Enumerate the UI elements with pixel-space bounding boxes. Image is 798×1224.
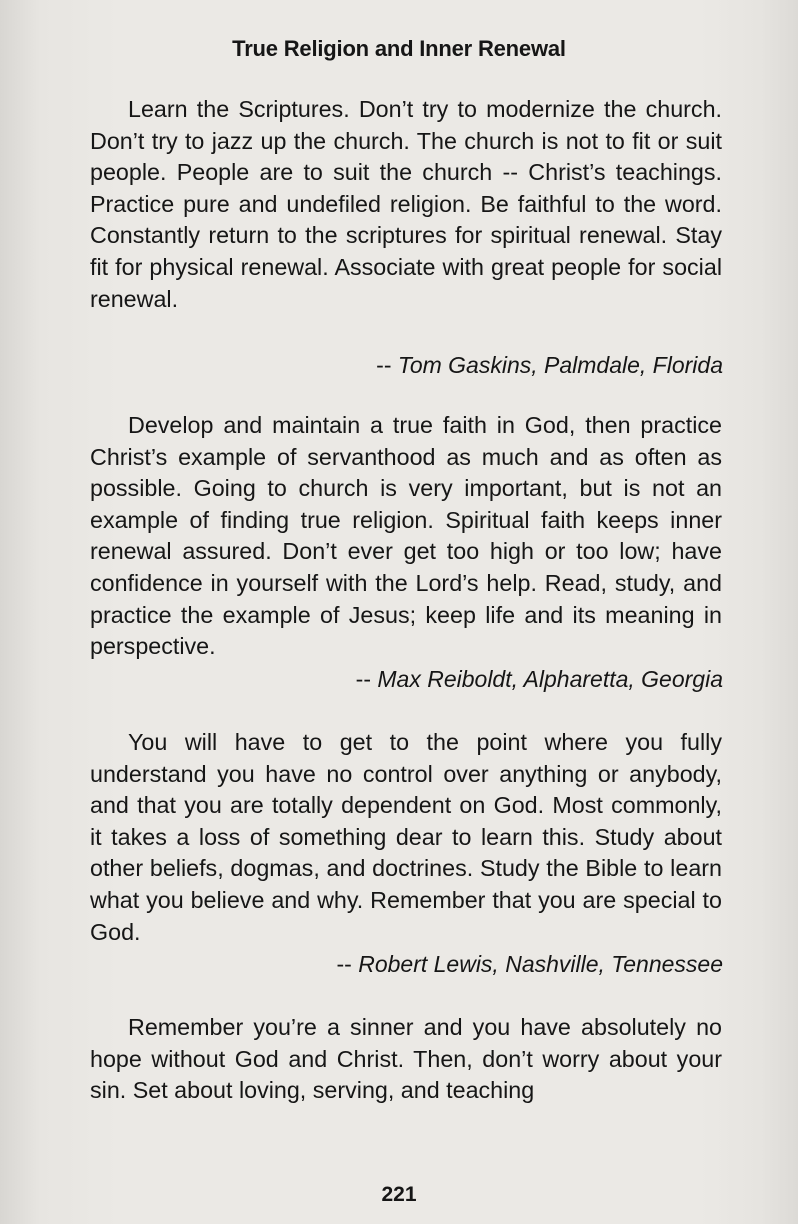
attribution-dash: -- [336,951,359,977]
entry-attribution [376,350,723,380]
entry-text: Remember you’re a sinner and you have absolutely no hope without God and Christ. Then, don’t worry about your sin. Set about loving, serving, and teaching [90,1014,722,1104]
page-title: True Religion and Inner Renewal [232,36,566,61]
attribution-author: Robert Lewis, Nashville, Tennessee [358,951,723,977]
attribution-author: Tom Gaskins, Palmdale, Florida [397,352,723,378]
entry-text: You will have to get to the point where you fully understand you have no control over anything or anybody, and that you are totally dependent on God. Most commonly, it takes a loss of something dear to learn this. Study about other beliefs, dogmas, and doctrines. Study the Bible to learn what you believe and why. Remember that you are special to God. [90,729,722,945]
attribution-author: Max Reiboldt, Alpharetta, Georgia [377,666,723,692]
page-number: 221 [381,1183,417,1206]
attribution-dash: -- [376,352,398,378]
attribution-dash: -- [355,666,378,692]
entry-text: Learn the Scriptures. Don’t try to modernize the church. Don’t try to jazz up the church. The church is not to fit or suit people. People are to suit the church -- Christ’s teachings. Practice pure and undefiled religion. Be faithful to the word. Constantly return to the scriptures for spiritual renewal. Stay fit for physical renewal. Associate with great people for social renewal. [90,96,722,312]
entry-attribution [336,949,723,979]
entry-attribution [356,664,723,694]
entry-text: Develop and maintain a true faith in God, then practice Christ’s example of servanthood as much and as often as possible. Going to church is very important, but is not an example of finding true religion. Spiritual faith keeps inner renewal assured. Don’t ever get too high or too low; have confidence in yourself with the Lord’s help. Read, study, and practice the example of Jesus; keep life and its meaning in perspective. [90,412,722,660]
